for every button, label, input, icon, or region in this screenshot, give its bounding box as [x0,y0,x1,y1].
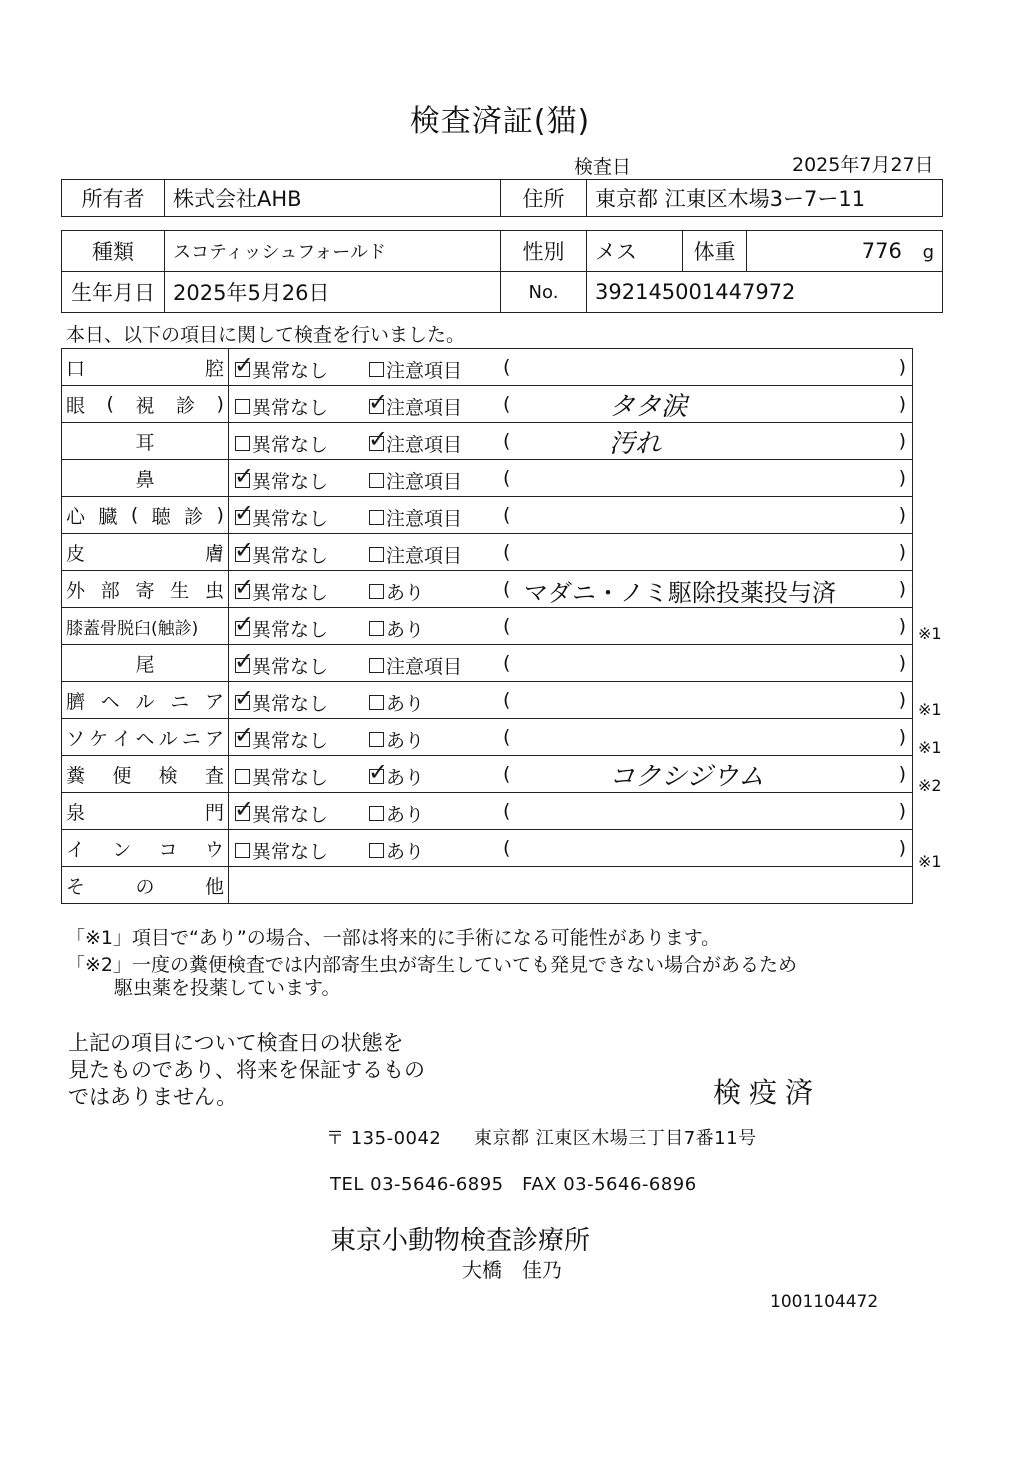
attention-checkbox[interactable] [369,504,462,531]
exam-row [62,645,913,682]
label-char: 腔 [204,357,224,380]
statement-line-1: 上記の項目について検査日の状態を [68,1031,404,1055]
checkbox-label: 異常なし [252,730,329,752]
checkmark-icon: ✓ [368,758,389,786]
close-paren: ) [898,689,906,711]
exam-row [62,756,913,793]
exam-row [62,386,913,423]
checkbox-box [234,573,255,601]
open-paren: ( [503,541,511,563]
exam-result-cell [229,571,913,608]
label-char: 検 [158,764,178,787]
checkbox-label: 異常なし [252,582,329,604]
present-checkbox[interactable] [368,758,425,790]
checkbox-label: 注意項目 [386,397,463,419]
exam-item-text: 耳 [135,431,155,454]
checkmark-icon: ✓ [234,795,255,823]
no-abnormality-checkbox[interactable] [234,536,329,568]
owner-label: 所有者 [62,180,165,217]
label-char: 膚 [204,542,224,565]
exam-result-cell [229,386,913,423]
checkbox-box [369,621,384,636]
checkbox-label: 異常なし [252,619,329,641]
checkbox-box [368,425,389,453]
checkbox-label: 注意項目 [386,656,463,678]
exam-note: タタ涙 [609,392,688,422]
no-abnormality-checkbox[interactable] [234,499,329,531]
serial-number: 1001104472 [770,1292,879,1312]
exam-row [62,349,913,386]
no-value: 392145001447972 [587,272,943,313]
no-abnormality-checkbox[interactable] [234,795,329,827]
close-paren: ) [898,578,906,600]
weight-value: 776 [861,239,902,263]
page-title: 検査済証(猫) [409,104,591,139]
no-abnormality-checkbox[interactable] [235,393,328,420]
checkbox-label: あり [386,804,425,826]
label-char: 視 [135,394,155,417]
checkbox-label: あり [386,730,425,752]
birth-value: 2025年5月26日 [165,272,501,313]
footnote-mark: ※1 [918,852,942,871]
open-paren: ( [503,356,511,378]
checkmark-icon: ✓ [234,647,255,675]
checkmark-icon: ✓ [234,573,255,601]
present-checkbox[interactable] [369,689,424,716]
exam-row [62,423,913,460]
checkbox-box [234,721,255,749]
checkbox-box [368,388,389,416]
checkbox-box [235,436,250,451]
checkbox-box [369,510,384,525]
exam-item-label [62,497,229,534]
label-char: ウ [204,838,224,861]
exam-row [62,571,913,608]
address-label: 住所 [501,180,587,217]
exam-item-text [66,793,224,829]
animal-table [61,230,943,313]
checkmark-icon: ✓ [234,536,255,564]
birth-label: 生年月日 [62,272,165,313]
no-abnormality-checkbox[interactable] [234,573,329,605]
footnote-1: 「※1」項目で“あり”の場合、一部は将来的に手術になる可能性があります。 [66,927,721,949]
open-paren: ( [503,504,511,526]
footnote-2-line-1: 「※2」一度の糞便検査では内部寄生虫が寄生していても発見できない場合があるため [66,954,798,976]
label-char: 診 [176,394,196,417]
exam-result-cell [229,534,913,571]
close-paren: ) [898,763,906,785]
exam-item-label [62,608,229,645]
exam-result-cell [229,460,913,497]
breed-label: 種類 [62,231,165,272]
checkbox-label: 異常なし [252,804,329,826]
exam-result-cell [229,423,913,460]
exam-row [62,719,913,756]
label-char: 診 [184,505,204,528]
checkbox-box [369,806,384,821]
postal-code: 〒 135-0042 [326,1128,442,1149]
owner-table [61,179,943,217]
checkbox-label: あり [386,693,425,715]
exam-item-label [62,830,229,867]
checkbox-box [369,732,384,747]
open-paren: ( [503,689,511,711]
checkbox-box [235,769,250,784]
checkmark-icon: ✓ [234,499,255,527]
exam-item-label [62,386,229,423]
open-paren: ( [503,467,511,489]
checkbox-label: 異常なし [252,841,329,863]
close-paren: ) [898,356,906,378]
label-char: ケ [89,727,109,750]
checkbox-box [235,399,250,414]
checkbox-label: 注意項目 [386,360,463,382]
label-char: 泉 [66,801,86,824]
exam-result-cell [229,682,913,719]
exam-note: マダニ・ノミ駆除投薬投与済 [524,579,836,607]
present-checkbox[interactable] [369,615,424,642]
open-paren: ( [503,578,511,600]
checkbox-box [369,843,384,858]
statement-line-2: 見たものであり、将来を保証するもの [68,1058,425,1082]
owner-value: 株式会社AHB [165,180,501,217]
checkbox-box [234,536,255,564]
exam-item-label [62,719,229,756]
checkbox-label: 異常なし [252,471,329,493]
checkbox-label: 注意項目 [386,545,463,567]
checkbox-label: 異常なし [252,656,329,678]
checkbox-label: 注意項目 [386,508,463,530]
checkbox-box [369,584,384,599]
present-checkbox[interactable] [369,800,424,827]
weight-unit: g [922,242,934,263]
checkbox-box [234,795,255,823]
exam-item-label [62,534,229,571]
label-char: コ [158,838,178,861]
exam-item-text [66,497,224,533]
label-char: 外 [66,579,86,602]
no-abnormality-checkbox[interactable] [234,610,329,642]
checkmark-icon: ✓ [234,610,255,638]
open-paren: ( [503,652,511,674]
checkbox-label: 異常なし [252,434,329,456]
checkbox-box [234,351,255,379]
breed-value: スコティッシュフォールド [165,231,501,272]
attention-checkbox[interactable] [369,652,462,679]
sex-value: メス [587,231,683,272]
sex-label: 性別 [501,231,587,272]
exam-item-text: 鼻 [135,468,155,491]
no-label: No. [501,272,587,313]
inspection-date-value: 2025年7月27日 [792,154,934,176]
footnote-mark: ※2 [918,776,942,795]
open-paren: ( [503,615,511,637]
label-char: 心 [66,505,86,528]
open-paren: ( [503,393,511,415]
label-char: ) [216,393,224,415]
label-char: ( [130,504,139,526]
open-paren: ( [503,726,511,748]
checkbox-box [368,758,389,786]
close-paren: ) [898,393,906,415]
checkbox-label: 異常なし [252,397,329,419]
checkbox-label: 注意項目 [386,471,463,493]
no-abnormality-checkbox[interactable] [234,647,329,679]
open-paren: ( [503,763,511,785]
present-checkbox[interactable] [369,837,424,864]
label-char: ア [204,690,224,713]
checkbox-label: 注意項目 [386,434,463,456]
exam-table [61,348,913,904]
attention-checkbox[interactable] [369,541,462,568]
exam-item-text [66,571,224,607]
checkbox-box [235,843,250,858]
label-char: 寄 [135,579,155,602]
exam-result-cell [229,719,913,756]
checkbox-label: あり [386,619,425,641]
checkmark-icon: ✓ [234,462,255,490]
close-paren: ) [898,504,906,526]
checkbox-box [234,684,255,712]
checkbox-box [234,499,255,527]
statement-line-3: ではありません。 [68,1085,238,1109]
exam-item-text [66,682,224,718]
checkmark-icon: ✓ [234,684,255,712]
close-paren: ) [898,467,906,489]
close-paren: ) [898,726,906,748]
close-paren: ) [898,430,906,452]
exam-result-cell [229,349,913,386]
exam-item-label [62,460,229,497]
label-char: そ [66,875,86,898]
exam-item-text [66,756,224,792]
exam-item-label [62,645,229,682]
weight-cell [747,231,943,272]
attention-checkbox[interactable] [369,356,462,383]
checkbox-box [369,473,384,488]
clinic-name: 東京小動物検査診療所 [330,1226,591,1256]
label-char: の [135,875,155,898]
exam-note: 汚れ [609,429,662,459]
present-checkbox[interactable] [369,726,424,753]
checkbox-box [234,610,255,638]
address-value: 東京都 江東区木場3ー7ー11 [587,180,943,217]
exam-row [62,497,913,534]
no-abnormality-checkbox[interactable] [234,684,329,716]
footnote-2-line-2: 駆虫薬を投薬しています。 [114,977,341,999]
exam-item-label [62,349,229,386]
exam-result-cell [229,645,913,682]
label-char: 聴 [151,505,171,528]
close-paren: ) [898,837,906,859]
checkbox-label: 異常なし [252,360,329,382]
exam-row-other [62,867,913,904]
exam-item-text: 膝蓋骨脱臼(触診) [66,618,199,639]
exam-item-label [62,682,229,719]
open-paren: ( [503,430,511,452]
label-char: 虫 [204,579,224,602]
quarantine-stamp: 検疫済 [713,1076,822,1109]
footnote-mark: ※1 [918,700,942,719]
exam-item-text [66,386,224,422]
label-char: ル [135,690,155,713]
footnote-mark: ※1 [918,624,942,643]
checkbox-box [369,547,384,562]
exam-item-text [66,830,224,866]
present-checkbox[interactable] [369,578,424,605]
exam-row [62,534,913,571]
no-abnormality-checkbox[interactable] [235,763,328,790]
exam-result-cell [229,830,913,867]
exam-row [62,460,913,497]
close-paren: ) [898,615,906,637]
attention-checkbox[interactable] [369,467,462,494]
open-paren: ( [503,800,511,822]
close-paren: ) [898,652,906,674]
exam-item-label [62,571,229,608]
exam-item-label [62,793,229,830]
label-char: ニ [181,727,201,750]
label-char: 部 [100,579,120,602]
checkmark-icon: ✓ [368,425,389,453]
checkbox-label: 異常なし [252,767,329,789]
label-char: 便 [112,764,132,787]
checkbox-box [369,362,384,377]
weight-label: 体重 [683,231,747,272]
label-char: ン [112,838,132,861]
exam-item-label [62,423,229,460]
checkmark-icon: ✓ [234,351,255,379]
other-label [66,867,224,903]
checkmark-icon: ✓ [368,388,389,416]
label-char: ヘ [100,690,120,713]
checkbox-label: 異常なし [252,545,329,567]
no-abnormality-checkbox[interactable] [235,430,328,457]
exam-item-label [62,756,229,793]
exam-item-text [66,349,224,385]
label-char: ソ [66,727,86,750]
intro-text: 本日、以下の項目に関して検査を行いました。 [66,324,466,346]
checkbox-label: 異常なし [252,508,329,530]
label-char: 眼 [66,394,86,417]
other-label-cell [62,867,229,904]
exam-row [62,682,913,719]
clinic-address: 東京都 江東区木場三丁目7番11号 [474,1128,757,1149]
no-abnormality-checkbox[interactable] [235,837,328,864]
label-char: ) [216,504,224,526]
exam-result-cell [229,608,913,645]
checkbox-box [234,462,255,490]
label-char: ( [106,393,114,415]
inspection-date-label: 検査日 [574,156,632,178]
label-char: ヘ [135,727,155,750]
open-paren: ( [503,837,511,859]
label-char: 門 [204,801,224,824]
label-char: ニ [170,690,190,713]
no-abnormality-checkbox[interactable] [234,462,329,494]
attention-checkbox[interactable] [368,425,463,457]
footnote-mark: ※1 [918,738,942,757]
label-char: 糞 [66,764,86,787]
label-char: イ [112,727,132,750]
label-char: 他 [204,875,224,898]
label-char: 臓 [98,505,118,528]
no-abnormality-checkbox[interactable] [234,721,329,753]
label-char: ア [204,727,224,750]
label-char: イ [66,838,86,861]
label-char: 生 [170,579,190,602]
label-char: 皮 [66,542,86,565]
checkbox-label: あり [386,841,425,863]
close-paren: ) [898,800,906,822]
checkbox-label: あり [386,767,425,789]
label-char: 査 [204,764,224,787]
exam-result-cell [229,756,913,793]
attention-checkbox[interactable] [368,388,463,420]
other-value-cell[interactable] [229,867,913,904]
close-paren: ) [898,541,906,563]
exam-item-text: 尾 [135,653,155,676]
checkbox-box [234,647,255,675]
clinic-phone-fax: TEL 03-5646-6895 FAX 03-5646-6896 [330,1174,697,1195]
exam-item-text [66,719,224,755]
exam-row [62,608,913,645]
label-char: ル [158,727,178,750]
exam-note: コクシジウム [609,762,765,792]
exam-result-cell [229,793,913,830]
exam-item-text [66,534,224,570]
checkbox-label: あり [386,582,425,604]
label-char: 口 [66,357,86,380]
checkmark-icon: ✓ [234,721,255,749]
label-char: 臍 [66,690,86,713]
checkbox-label: 異常なし [252,693,329,715]
exam-row [62,830,913,867]
checkbox-box [369,658,384,673]
signer-name: 大橋 佳乃 [462,1258,562,1282]
exam-result-cell [229,497,913,534]
exam-row [62,793,913,830]
checkbox-box [369,695,384,710]
no-abnormality-checkbox[interactable] [234,351,329,383]
